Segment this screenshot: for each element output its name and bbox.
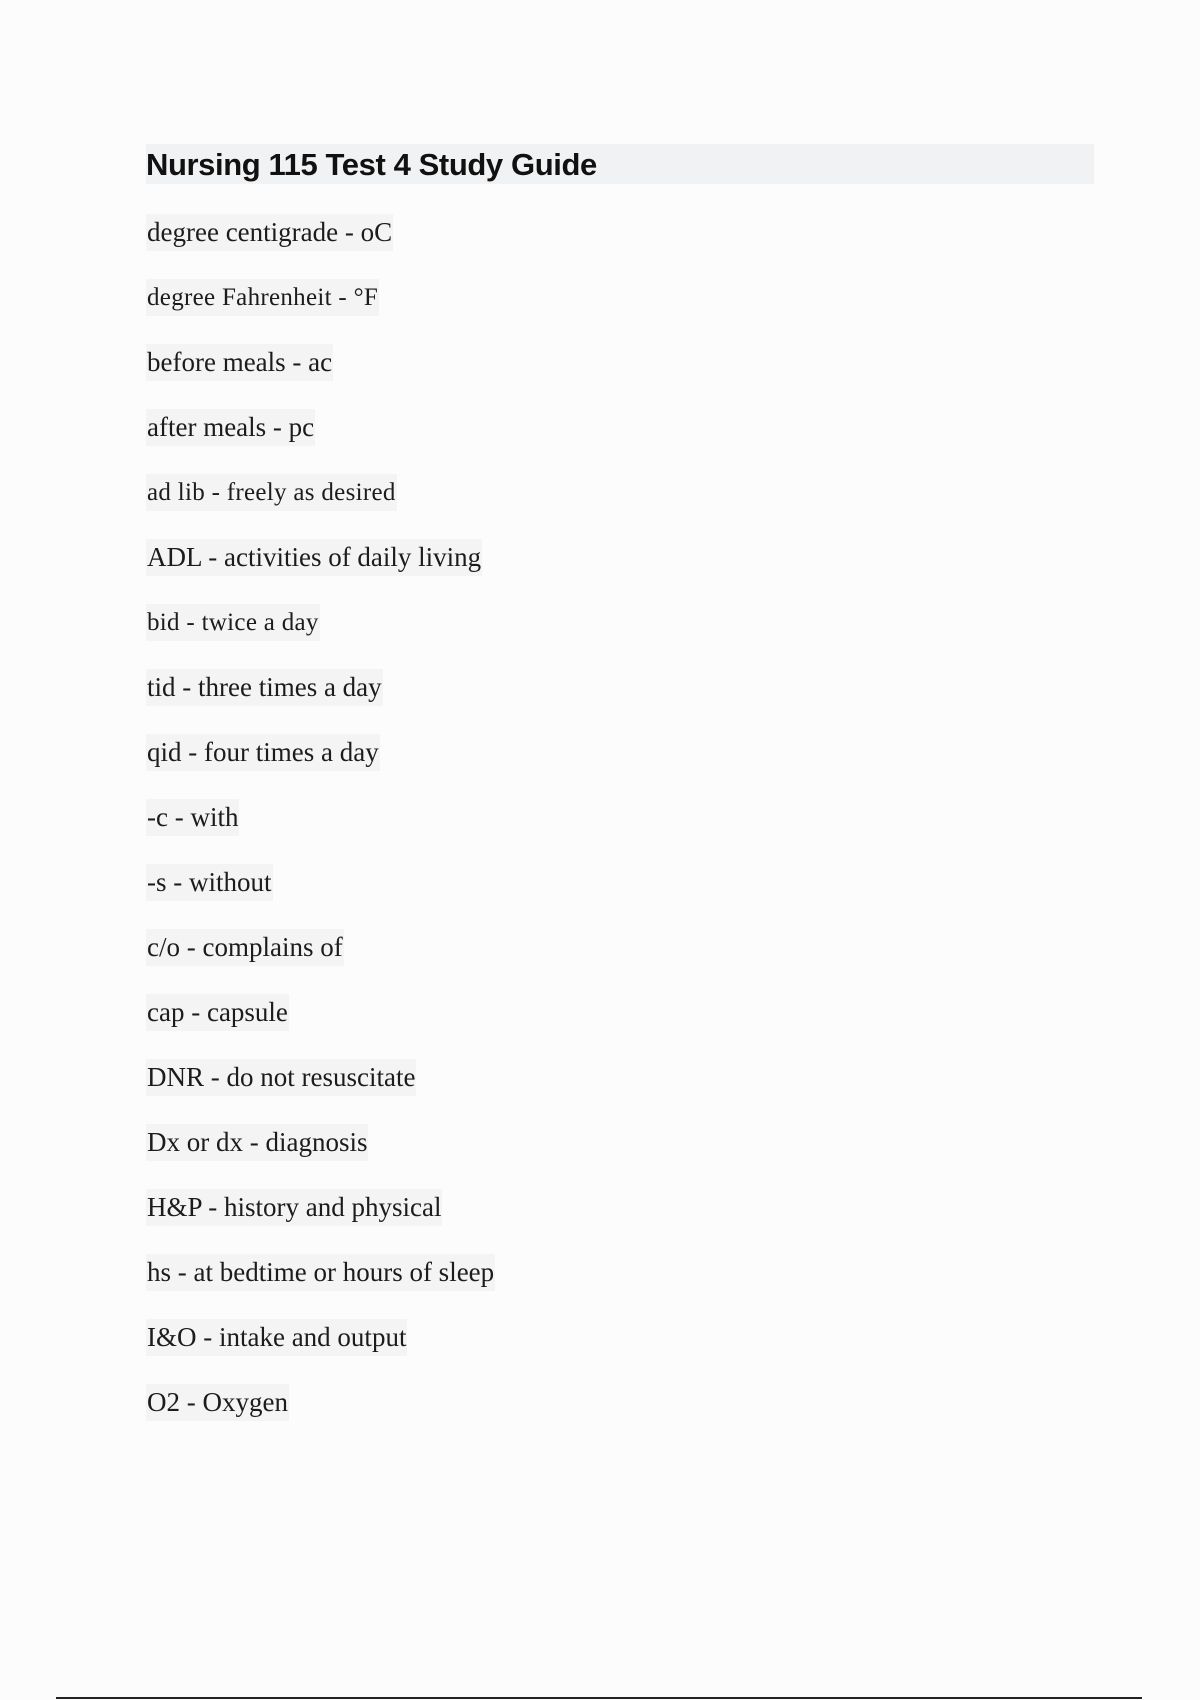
list-item: degree Fahrenheit - °F — [146, 279, 379, 316]
abbreviation-list — [146, 214, 495, 1449]
list-item: tid - three times a day — [146, 669, 383, 706]
list-item: c/o - complains of — [146, 929, 344, 966]
list-item: DNR - do not resuscitate — [146, 1059, 416, 1096]
list-item: O2 - Oxygen — [146, 1384, 289, 1421]
list-item: H&P - history and physical — [146, 1189, 442, 1226]
list-item: degree centigrade - oC — [146, 214, 393, 251]
footer-divider — [56, 1697, 1142, 1699]
list-item: hs - at bedtime or hours of sleep — [146, 1254, 495, 1291]
list-item: I&O - intake and output — [146, 1319, 407, 1356]
list-item: ad lib - freely as desired — [146, 474, 397, 511]
list-item: before meals - ac — [146, 344, 333, 381]
list-item: -s - without — [146, 864, 273, 901]
list-item: cap - capsule — [146, 994, 289, 1031]
list-item: after meals - pc — [146, 409, 315, 446]
document-title: Nursing 115 Test 4 Study Guide — [146, 147, 597, 182]
list-item: bid - twice a day — [146, 604, 320, 641]
list-item: -c - with — [146, 799, 239, 836]
list-item: Dx or dx - diagnosis — [146, 1124, 368, 1161]
list-item: qid - four times a day — [146, 734, 380, 771]
list-item: ADL - activities of daily living — [146, 539, 482, 576]
